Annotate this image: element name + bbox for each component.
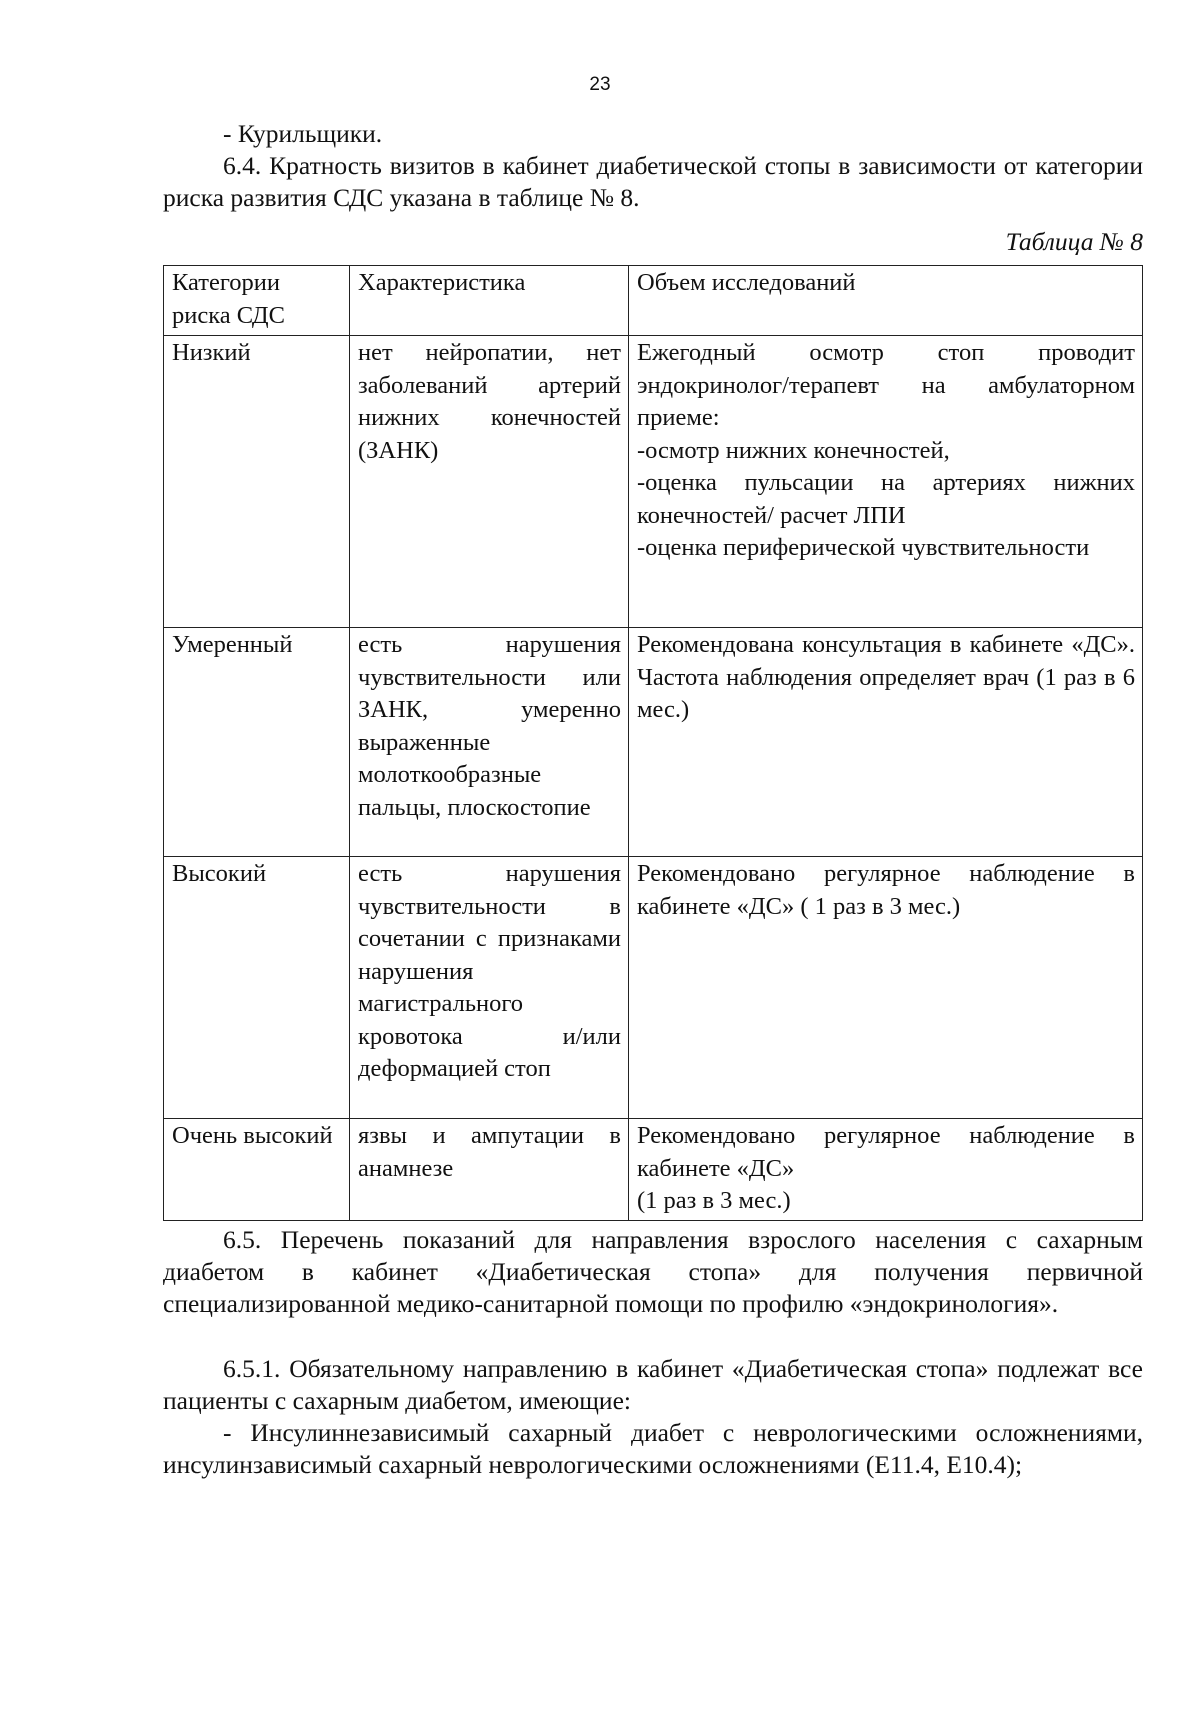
table-row	[164, 1119, 1143, 1221]
table-caption: Таблица № 8	[1005, 227, 1143, 256]
paragraph-6-5-1: 6.5.1. Обязательному направлению в кабинет «Диабетическая стопа» подлежат все пациенты с сахарным диабетом, имеющие:	[163, 1354, 1143, 1415]
category-cell: Очень высокий	[164, 1119, 350, 1221]
header-category: Категории риска СДС	[164, 266, 350, 336]
scope-line: Ежегодный осмотр стоп проводит эндокринолог/терапевт на амбулаторном приеме:	[637, 339, 1135, 431]
page-number: 23	[589, 74, 611, 95]
scope-cell	[629, 857, 1143, 1119]
smokers-line: - Курильщики.	[223, 119, 383, 148]
header-characteristic: Характеристика	[350, 266, 629, 336]
scope-cell	[629, 336, 1143, 628]
category-cell: Низкий	[164, 336, 350, 628]
scope-line: -оценка пульсации на артериях нижних конечностей/ расчет ЛПИ	[637, 469, 1135, 529]
table-row	[164, 336, 1143, 628]
table-row	[164, 628, 1143, 857]
characteristic-cell: есть нарушения чувствительности или ЗАНК, умеренно выраженные молоткообразные пальцы, плоскостопие	[350, 628, 629, 857]
table-header-row	[164, 266, 1143, 336]
scope-line: Рекомендована консультация в кабинете «ДС». Частота наблюдения определяет врач (1 раз в 6 мес.)	[637, 631, 1135, 723]
header-scope: Объем исследований	[629, 266, 1143, 336]
scope-cell	[629, 628, 1143, 857]
paragraph-6-4: 6.4. Кратность визитов в кабинет диабетической стопы в зависимости от категории риска развития СДС указана в таблице № 8.	[163, 151, 1143, 212]
risk-table	[163, 265, 1143, 1221]
list-item: - Инсулиннезависимый сахарный диабет с неврологическими осложнениями, инсулинзависимый сахарный неврологическими осложнениями (E11.4, E10.4);	[163, 1418, 1143, 1479]
scope-line: -оценка периферической чувствительности	[637, 534, 1090, 561]
category-cell: Умеренный	[164, 628, 350, 857]
characteristic-cell: нет нейропатии, нет заболеваний артерий нижних конечностей (ЗАНК)	[350, 336, 629, 628]
scope-line: Рекомендовано регулярное наблюдение в кабинете «ДС» ( 1 раз в 3 мес.)	[637, 860, 1135, 920]
scope-line: -осмотр нижних конечностей,	[637, 436, 950, 464]
characteristic-cell: язвы и ампутации в анамнезе	[350, 1119, 629, 1221]
category-cell: Высокий	[164, 857, 350, 1119]
table-row	[164, 857, 1143, 1119]
characteristic-cell: есть нарушения чувствительности в сочетании с признаками нарушения магистрального кровотока и/или деформацией стоп	[350, 857, 629, 1119]
scope-cell	[629, 1119, 1143, 1221]
scope-line: Рекомендовано регулярное наблюдение в кабинете «ДС»	[637, 1122, 1135, 1182]
scope-line: (1 раз в 3 мес.)	[637, 1187, 791, 1214]
paragraph-6-5: 6.5. Перечень показаний для направления взрослого населения с сахарным диабетом в кабинет «Диабетическая стопа» для получения первичной специализированной медико-санитарной помощи по профилю «эндокринология».	[163, 1225, 1143, 1318]
